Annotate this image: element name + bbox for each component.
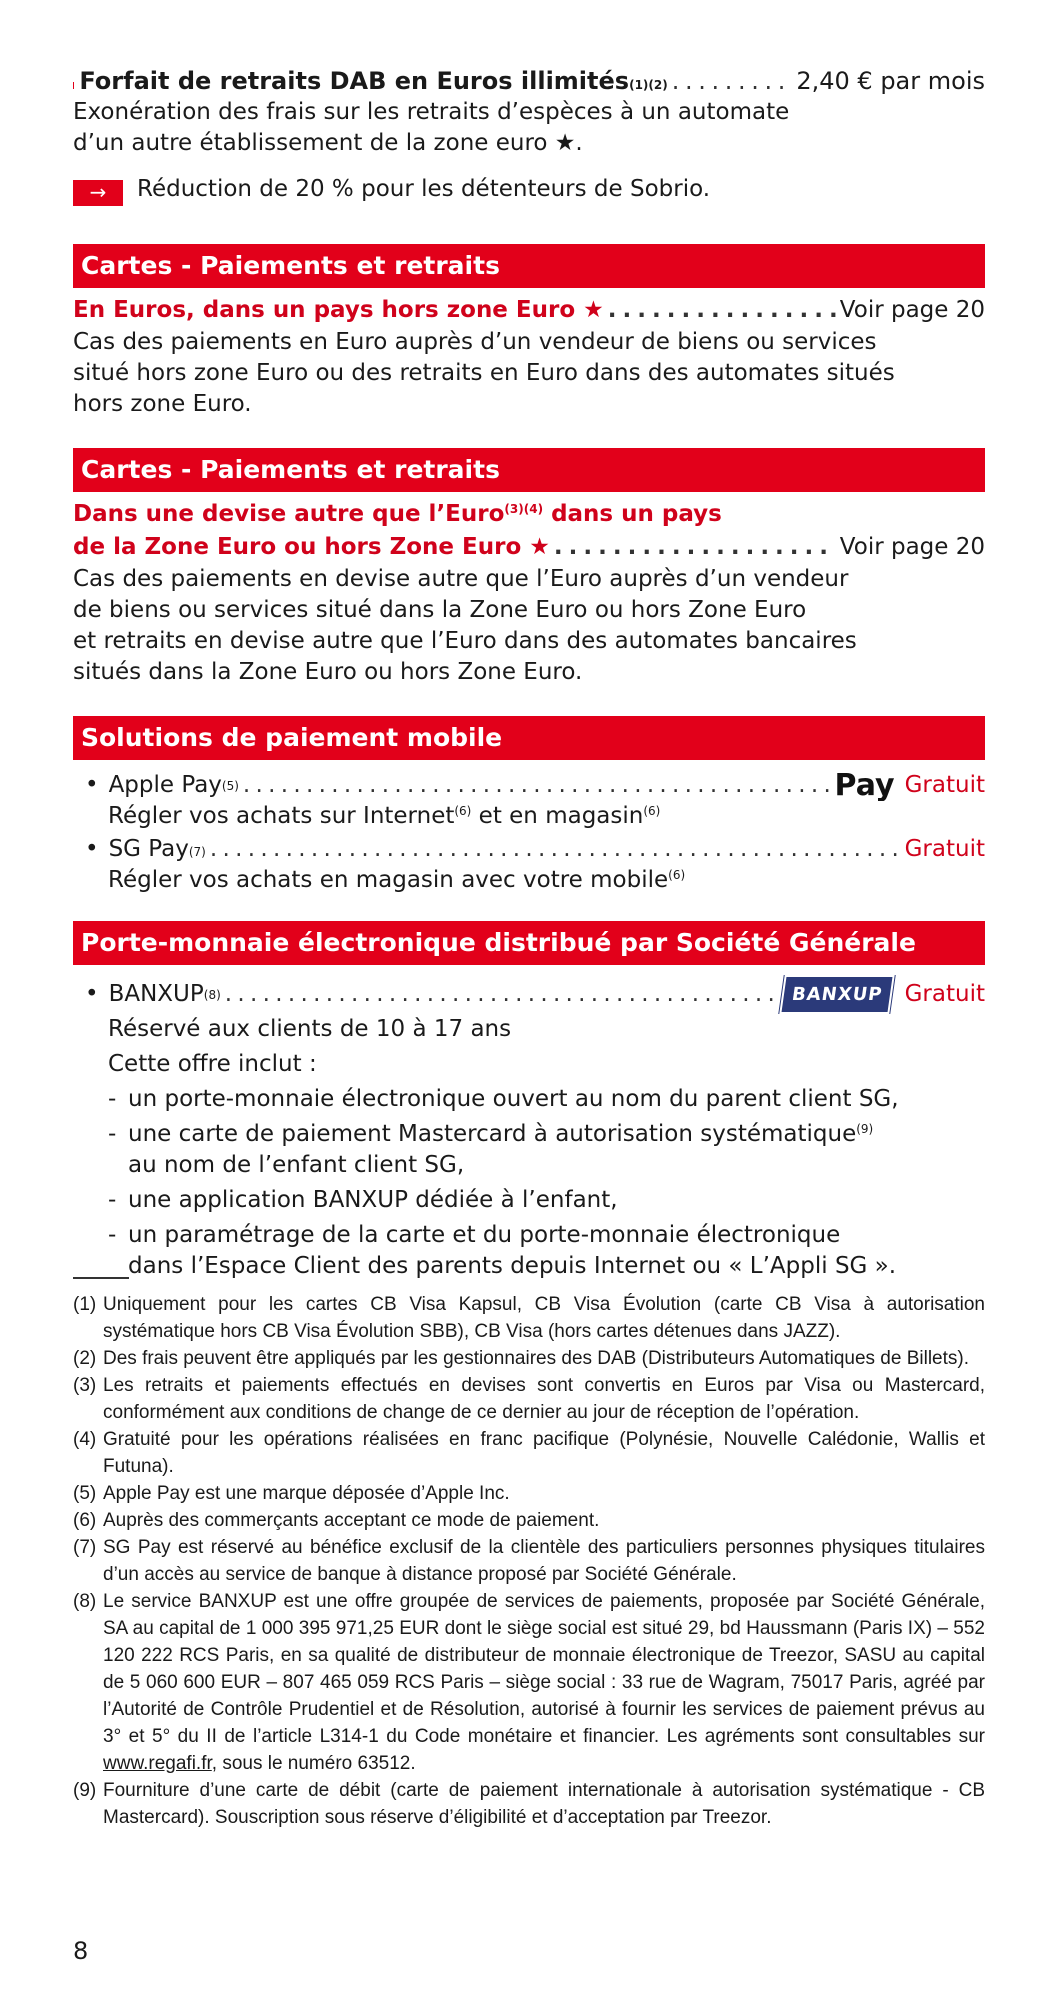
dash: - xyxy=(108,1121,117,1147)
list-item-text-b: au nom de l’enfant client SG, xyxy=(128,1152,465,1178)
section-subtitle-a: Dans une devise autre que l’Euro xyxy=(73,501,505,527)
dab-offer-title: Forfait de retraits DAB en Euros illimités xyxy=(79,67,630,95)
sg-pay-row: • SG Pay (7) . . . Gratuit xyxy=(73,834,985,865)
apple-pay-price: Gratuit xyxy=(904,772,985,798)
section-card-euro xyxy=(73,244,985,420)
dab-offer-price: 2,40 € par mois xyxy=(796,67,985,95)
footnote-text: Des frais peuvent être appliqués par les gestionnaires des DAB (Distributeurs Automatiques de Billets). xyxy=(103,1348,969,1369)
footnotes xyxy=(73,1277,985,1831)
sg-pay-desc-text: Régler vos achats en magasin avec votre mobile xyxy=(108,867,669,893)
sg-pay-desc xyxy=(73,865,985,896)
footnote xyxy=(73,1291,985,1345)
section-desc-2: de biens ou services situé dans la Zone Euro ou hors Zone Euro xyxy=(73,597,807,623)
list-item xyxy=(73,1084,985,1115)
section-card-currency xyxy=(73,448,985,688)
section-mobile-payment xyxy=(73,716,985,896)
section-desc-3: et retraits en devise autre que l’Euro dans des automates bancaires xyxy=(73,628,857,654)
dash: - xyxy=(108,1222,117,1248)
apple-pay-desc-b: et en magasin xyxy=(471,803,644,829)
footnote-num: (1) xyxy=(73,1294,97,1315)
apple-pay-logo xyxy=(835,770,895,801)
list-item-text-b: dans l’Espace Client des parents depuis Internet ou « L’Appli SG ». xyxy=(128,1253,897,1279)
see-page-ref: Voir page 20 xyxy=(839,297,985,323)
banxup-price: Gratuit xyxy=(904,981,985,1007)
sg-pay-price: Gratuit xyxy=(904,836,985,862)
bullet: • xyxy=(85,981,99,1007)
footnote-text: Fourniture d’une carte de débit (carte de paiement internationale à autorisation systématique - CB Mastercard). Souscription sous réserve d’éligibilité et d’acceptation par Treezor. xyxy=(103,1780,985,1828)
list-item xyxy=(73,1119,985,1181)
bullet: • xyxy=(85,836,99,862)
reduction-note xyxy=(73,174,985,206)
footnote-num: (3) xyxy=(73,1375,97,1396)
sg-pay-desc-sup: (6) xyxy=(668,868,686,882)
leader-dots xyxy=(243,770,831,801)
footnote xyxy=(73,1426,985,1480)
section-desc-3: hors zone Euro. xyxy=(73,391,252,417)
footnote xyxy=(73,1345,985,1372)
banxup-includes: Cette offre inclut : xyxy=(108,1051,317,1077)
footnote-num: (8) xyxy=(73,1591,97,1612)
dash: - xyxy=(108,1187,117,1213)
list-item xyxy=(73,1220,985,1282)
leader-dots xyxy=(672,66,793,97)
section-desc-1: Cas des paiements en Euro auprès d’un vendeur de biens ou services xyxy=(73,329,877,355)
see-page-ref: Voir page 20 xyxy=(839,534,985,560)
list-item-text-a: un paramétrage de la carte et du porte-monnaie électronique xyxy=(128,1222,841,1248)
section-desc-1: Cas des paiements en devise autre que l’Euro auprès d’un vendeur xyxy=(73,566,849,592)
apple-pay-logo-text: Pay xyxy=(834,770,895,801)
list-item xyxy=(73,1185,985,1216)
footnote-num: (2) xyxy=(73,1348,97,1369)
apple-pay-desc-a: Régler vos achats sur Internet xyxy=(108,803,455,829)
arrow-right-icon: → xyxy=(73,180,123,206)
leader-dots xyxy=(225,979,778,1010)
apple-pay-desc-sup2: (6) xyxy=(643,804,661,818)
list-item-text-a: une carte de paiement Mastercard à autorisation systématique xyxy=(128,1121,857,1147)
dab-offer: Forfait de retraits DAB en Euros illimités (1)(2) . . . 2,40 € par mois Exonération des frais sur les retraits d’espèces à un automate d’un autre établissement de la zone euro ★. → Réduction de 20 % pour les détenteurs de Sobrio. xyxy=(73,66,985,206)
page-number: 8 xyxy=(73,1937,89,1965)
footnote-text: Les retraits et paiements effectués en devises sont convertis en Euros par Visa ou Mastercard, conformément aux conditions de change de ce dernier au jour de réception de l’opération. xyxy=(103,1375,985,1423)
section-subtitle-sup: (3)(4) xyxy=(504,502,544,516)
leader-dots xyxy=(608,294,836,327)
footnote-text: Gratuité pour les opérations réalisées en franc pacifique (Polynésie, Nouvelle Calédonie, Wallis et Futuna). xyxy=(103,1429,985,1477)
section-banner: Cartes - Paiements et retraits xyxy=(73,448,985,492)
section-desc-2: situé hors zone Euro ou des retraits en Euro dans des automates situés xyxy=(73,360,895,386)
banxup-logo: BANXUP xyxy=(779,975,895,1014)
list-item-text: une application BANXUP dédiée à l’enfant, xyxy=(128,1187,618,1213)
footnote-text: SG Pay est réservé au bénéfice exclusif de la clientèle des particuliers personnes physiques titulaires d’un accès au service de banque à distance proposé par Société Générale. xyxy=(103,1537,985,1585)
list-item-sup: (9) xyxy=(856,1122,874,1136)
footnote-text: Auprès des commerçants acceptant ce mode de paiement. xyxy=(103,1510,600,1531)
footnote xyxy=(73,1372,985,1426)
sg-pay-label: SG Pay xyxy=(108,836,189,862)
footnote-num: (9) xyxy=(73,1780,97,1801)
banxup-label: BANXUP xyxy=(108,981,204,1007)
list-item-text: un porte-monnaie électronique ouvert au nom du parent client SG, xyxy=(128,1086,899,1112)
dab-offer-desc-1: Exonération des frais sur les retraits d’espèces à un automate xyxy=(73,99,790,125)
footnote-text-wrap xyxy=(103,1588,985,1777)
footnote xyxy=(73,1777,985,1831)
regafi-link[interactable]: www.regafi.fr xyxy=(103,1753,212,1774)
apple-pay-desc-sup1: (6) xyxy=(454,804,472,818)
section-subtitle-b: dans un pays xyxy=(543,501,722,527)
section-desc-4: situés dans la Zone Euro ou hors Zone Euro. xyxy=(73,659,583,685)
footnote xyxy=(73,1588,985,1777)
bullet: • xyxy=(85,772,99,798)
footnote xyxy=(73,1480,985,1507)
section-subtitle-line-1 xyxy=(73,498,985,531)
footnote-num: (5) xyxy=(73,1483,97,1504)
footnote-text-after: , sous le numéro 63512. xyxy=(211,1753,416,1774)
section-subtitle-line-2: de la Zone Euro ou hors Zone Euro ★ xyxy=(73,534,550,560)
apple-pay-label: Apple Pay xyxy=(108,772,222,798)
apple-pay-desc xyxy=(73,801,985,832)
footnote-num: (7) xyxy=(73,1537,97,1558)
dab-offer-desc-2: d’un autre établissement de la zone euro ★. xyxy=(73,130,583,156)
banxup-reserved: Réservé aux clients de 10 à 17 ans xyxy=(108,1016,512,1042)
section-banner: Cartes - Paiements et retraits xyxy=(73,244,985,288)
leader-dots xyxy=(210,834,901,865)
banxup-row: • BANXUP (8) . . . BANXUP Gratuit xyxy=(73,975,985,1014)
list-item-text xyxy=(128,1119,873,1181)
reduction-text: Réduction de 20 % pour les détenteurs de Sobrio. xyxy=(137,176,711,202)
footnote-text: Uniquement pour les cartes CB Visa Kapsul, CB Visa Évolution (carte CB Visa à autorisation systématique hors CB Visa Évolution SBB), CB Visa (hors cartes détenues dans JAZZ). xyxy=(103,1294,985,1342)
footnote-num: (4) xyxy=(73,1429,97,1450)
footnote-text: Le service BANXUP est une offre groupée de services de paiements, proposée par Société Générale, SA au capital de 1 000 395 971,25 EUR dont le siège social est situé 29, bd Haussmann (Paris IX) – 552 120 222 RCS Paris, en sa qualité de distributeur de monnaie électronique de Treezor, SASU au capital de 5 060 600 EUR – 807 465 059 RCS Paris – siège social : 33 rue de Wagram, 75017 Paris, agréé par l’Autorité de Contrôle Prudentiel et de Résolution, autorisé à fournir les services de paiement prévus au 3° et 5° du II de l’article L314-1 du Code monétaire et financier. Les agréments sont consultables sur xyxy=(103,1591,985,1747)
footnote xyxy=(73,1507,985,1534)
section-subtitle-row xyxy=(73,531,985,564)
leader-dots xyxy=(554,531,836,564)
section-banner: Solutions de paiement mobile xyxy=(73,716,985,760)
dash: - xyxy=(108,1086,117,1112)
section-e-wallet xyxy=(73,921,985,1282)
footnote-divider xyxy=(73,1277,129,1279)
section-subtitle: En Euros, dans un pays hors zone Euro ★ xyxy=(73,297,604,323)
section-banner: Porte-monnaie électronique distribué par Société Générale xyxy=(73,921,985,965)
list-item-text xyxy=(128,1220,896,1282)
apple-pay-row: • Apple Pay (5) . . . Pay Gratuit xyxy=(73,770,985,801)
footnote-num: (6) xyxy=(73,1510,97,1531)
footnote xyxy=(73,1534,985,1588)
section-subtitle-row xyxy=(73,294,985,327)
footnote-text: Apple Pay est une marque déposée d’Apple Inc. xyxy=(103,1483,510,1504)
